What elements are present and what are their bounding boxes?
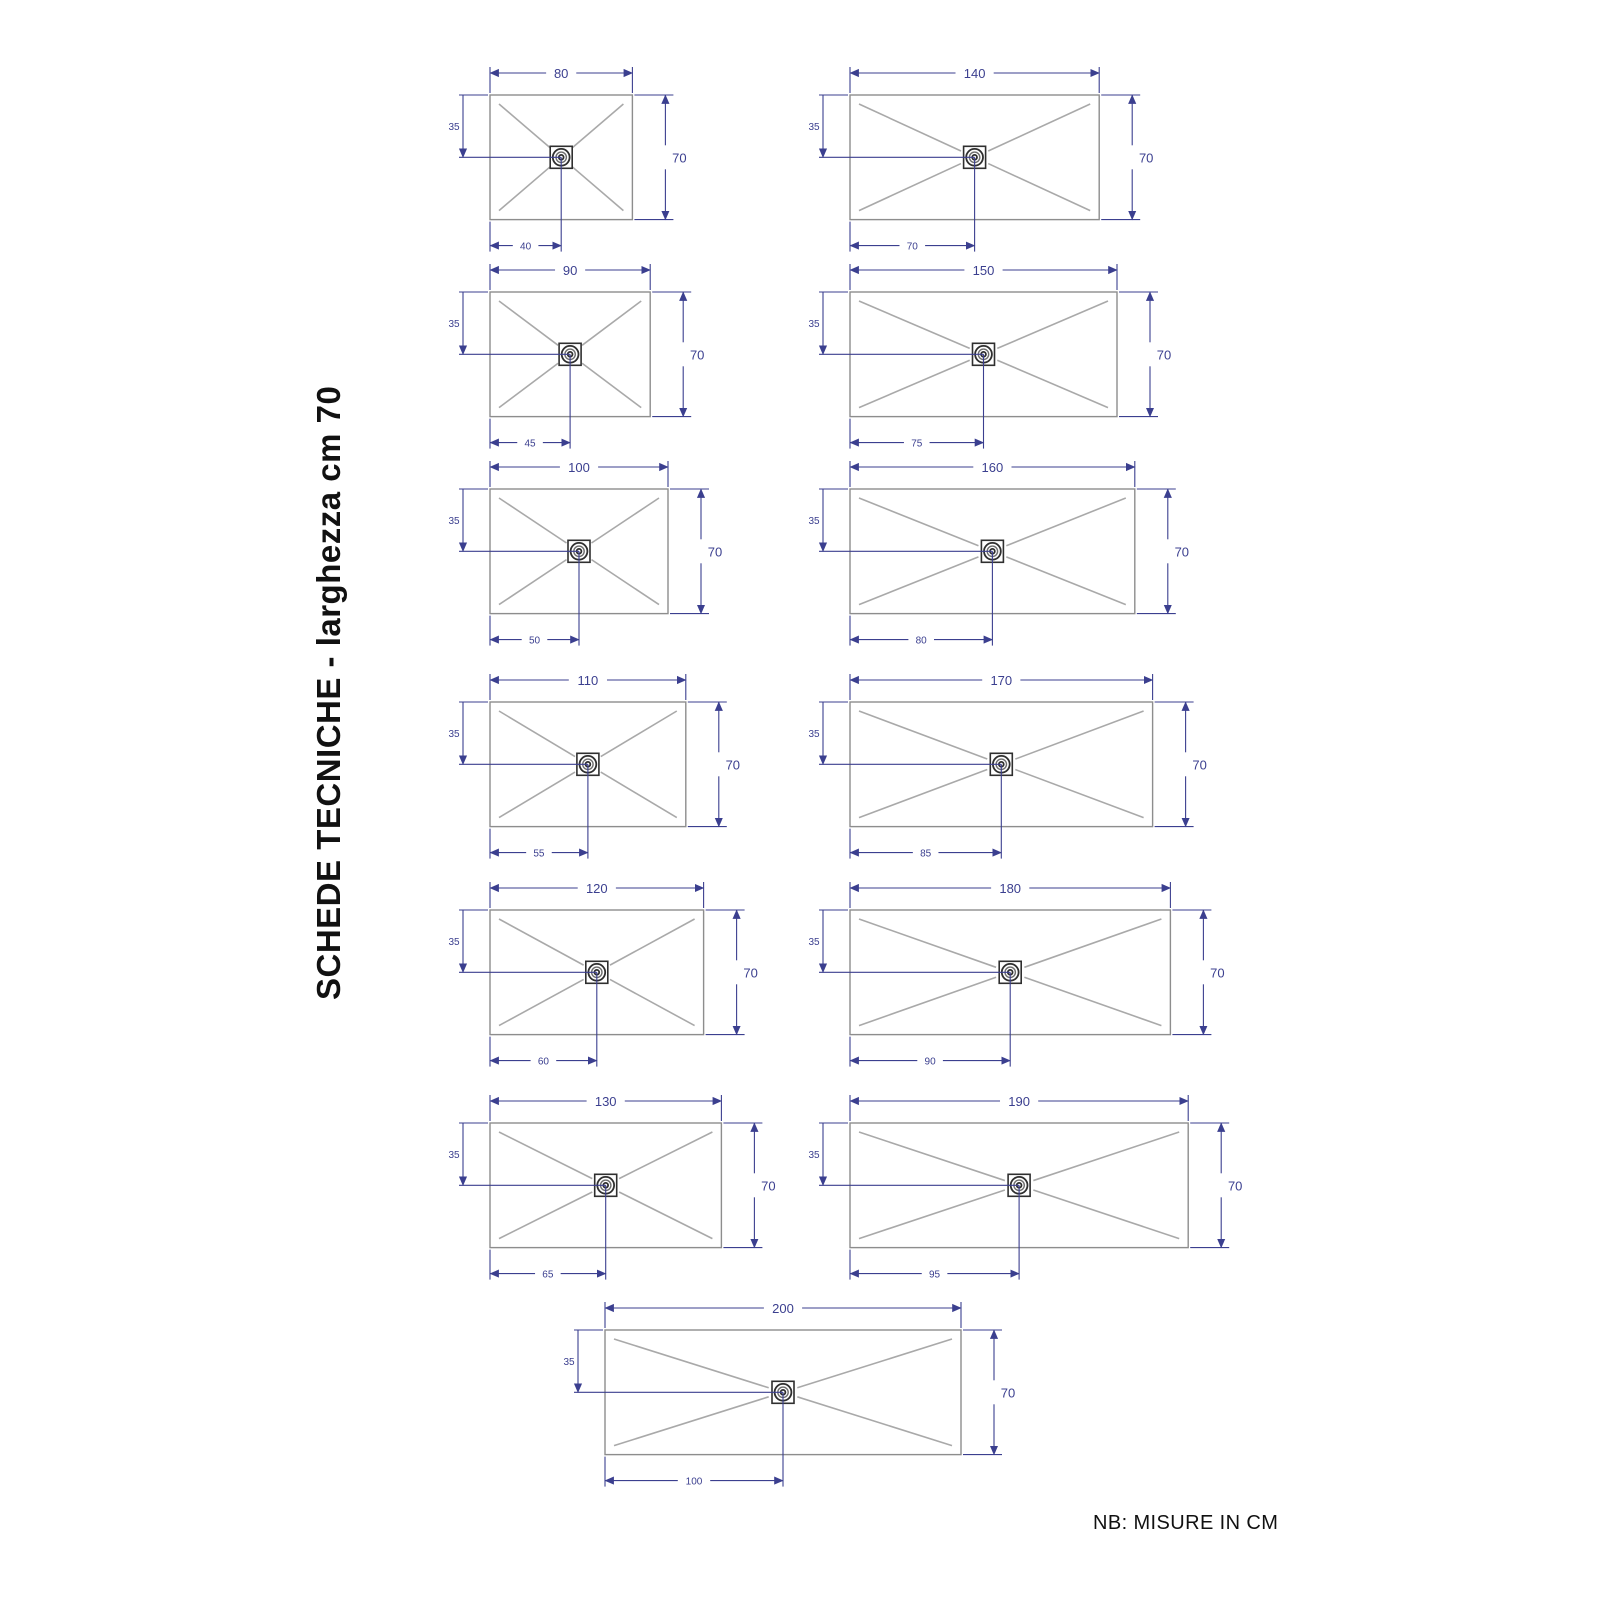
dim-label-length: 160 bbox=[981, 460, 1004, 475]
dim-label-depth: 70 bbox=[1192, 757, 1207, 773]
dim-label-depth: 70 bbox=[689, 347, 705, 363]
dim-label-drain-y: 35 bbox=[563, 1357, 575, 1369]
dim-label-length: 140 bbox=[963, 66, 986, 81]
dim-label-drain-y: 35 bbox=[808, 319, 820, 331]
tray-drawing-140 bbox=[808, 66, 1153, 253]
dim-label-length: 170 bbox=[990, 673, 1013, 688]
dim-label-drain-x: 95 bbox=[928, 1269, 941, 1281]
dim-label-drain-y: 35 bbox=[808, 937, 820, 949]
dim-label-drain-x: 85 bbox=[920, 848, 932, 860]
dim-label-length: 90 bbox=[562, 263, 578, 278]
tray-drawing-180 bbox=[808, 881, 1224, 1068]
dim-label-length: 120 bbox=[585, 881, 608, 896]
dim-label-length: 190 bbox=[1008, 1094, 1030, 1109]
dim-label-drain-y: 35 bbox=[808, 729, 820, 741]
tray-drawing-130 bbox=[448, 1094, 775, 1281]
dim-label-drain-x: 70 bbox=[906, 241, 918, 253]
dim-label-length: 200 bbox=[772, 1301, 794, 1316]
dim-label-drain-x: 75 bbox=[911, 438, 923, 450]
tray-drawing-80 bbox=[448, 66, 686, 253]
page-title: SCHEDE TECNICHE - larghezza cm 70 bbox=[310, 385, 347, 1000]
dim-label-drain-x: 80 bbox=[915, 635, 927, 647]
dim-label-length: 180 bbox=[999, 881, 1022, 896]
dim-label-drain-y: 35 bbox=[448, 729, 460, 741]
tray-drawing-170 bbox=[808, 673, 1206, 860]
tray-drawing-120 bbox=[448, 881, 757, 1068]
dim-label-drain-x: 40 bbox=[520, 241, 532, 253]
tray-drawing-150 bbox=[808, 263, 1171, 450]
dim-label-drain-x: 65 bbox=[542, 1269, 554, 1281]
dim-label-depth: 70 bbox=[1227, 1178, 1243, 1194]
dim-label-depth: 70 bbox=[743, 965, 758, 981]
tray-drawing-190 bbox=[808, 1094, 1242, 1281]
dim-label-depth: 70 bbox=[1138, 150, 1154, 166]
units-note: NB: MISURE IN CM bbox=[1093, 1512, 1279, 1534]
dim-label-length: 150 bbox=[972, 263, 995, 278]
dim-label-drain-y: 35 bbox=[808, 1150, 820, 1162]
tray-drawing-110 bbox=[448, 673, 740, 860]
dim-label-drain-x: 100 bbox=[685, 1476, 703, 1488]
dim-label-drain-y: 35 bbox=[448, 516, 460, 528]
dim-label-depth: 70 bbox=[707, 544, 723, 560]
dim-label-drain-x: 90 bbox=[924, 1056, 936, 1068]
dim-label-drain-x: 50 bbox=[528, 635, 541, 647]
tray-drawing-160 bbox=[808, 460, 1189, 647]
dim-label-length: 110 bbox=[577, 673, 599, 688]
dim-label-depth: 70 bbox=[1174, 544, 1190, 560]
dim-label-length: 80 bbox=[553, 66, 569, 81]
dim-label-drain-y: 35 bbox=[448, 937, 460, 949]
dim-label-drain-x: 55 bbox=[533, 848, 545, 860]
dim-label-drain-x: 45 bbox=[524, 438, 536, 450]
dim-label-depth: 70 bbox=[1210, 965, 1225, 981]
dim-label-length: 130 bbox=[594, 1094, 617, 1109]
dim-label-drain-y: 35 bbox=[808, 122, 820, 134]
tray-drawing-100 bbox=[448, 460, 722, 647]
dim-label-drain-x: 60 bbox=[537, 1056, 549, 1068]
dim-label-depth: 70 bbox=[672, 150, 687, 166]
tray-drawing-90 bbox=[448, 263, 704, 450]
dim-label-drain-y: 35 bbox=[448, 1150, 460, 1162]
dim-label-depth: 70 bbox=[1156, 347, 1172, 363]
dim-label-drain-y: 35 bbox=[448, 319, 460, 331]
dim-label-drain-y: 35 bbox=[808, 516, 820, 528]
dim-label-depth: 70 bbox=[1000, 1385, 1016, 1401]
dim-label-depth: 70 bbox=[761, 1178, 776, 1194]
dim-label-drain-y: 35 bbox=[448, 122, 460, 134]
tray-drawing-200 bbox=[563, 1301, 1015, 1488]
dim-label-depth: 70 bbox=[725, 757, 741, 773]
dim-label-length: 100 bbox=[568, 460, 590, 475]
